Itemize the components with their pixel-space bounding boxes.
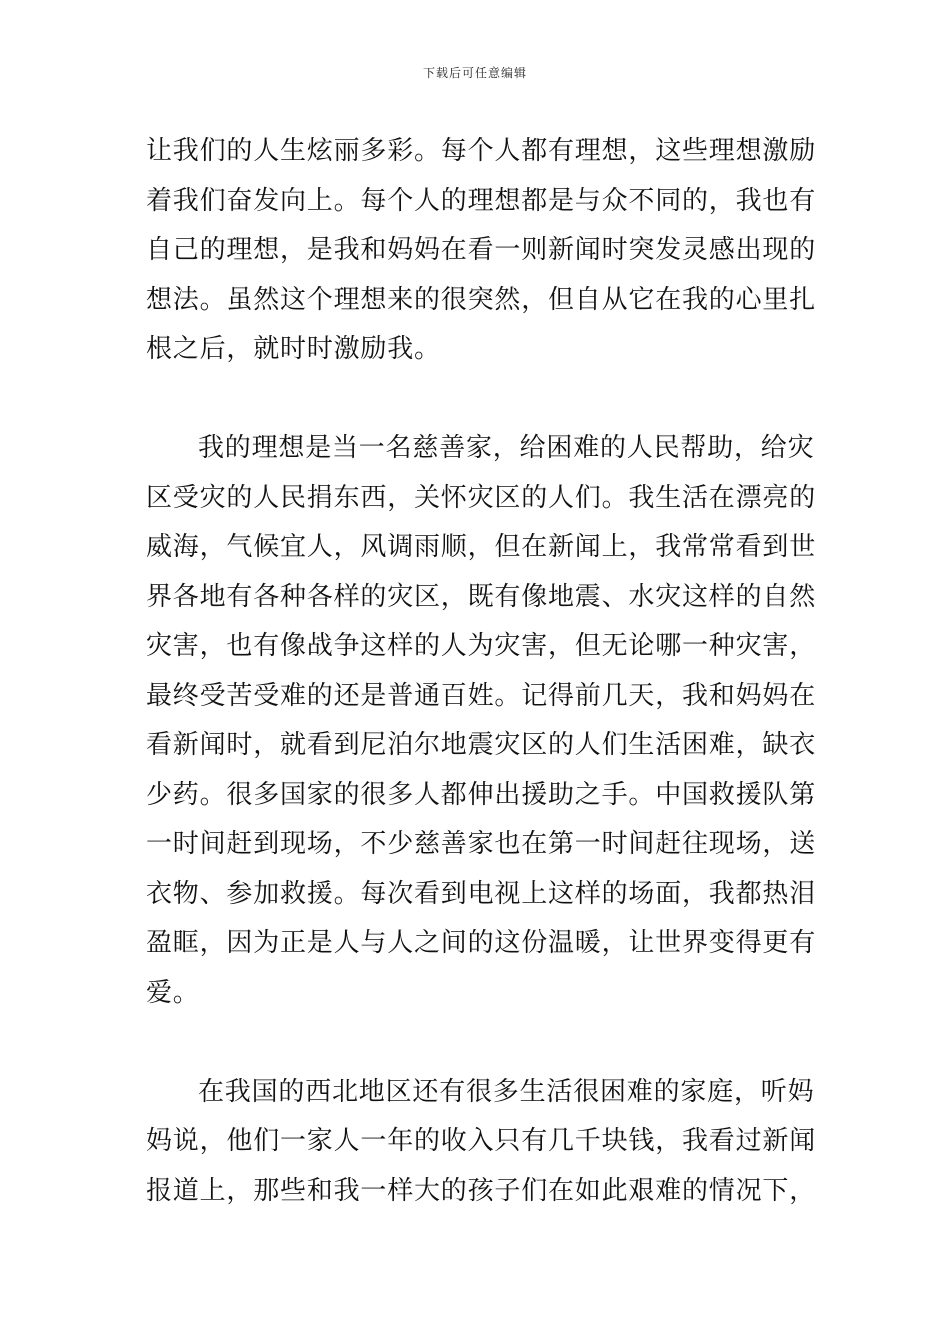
text-line: 区受灾的人民捐东西，关怀灾区的人们。我生活在漂亮的 [146, 482, 817, 513]
text-line: 想法。虽然这个理想来的很突然，但自从它在我的心里扎 [146, 284, 817, 315]
text-line: 根之后，就时时激励我。 [146, 334, 441, 364]
text-line: 报道上，那些和我一样大的孩子们在如此艰难的情况下， [146, 1175, 817, 1206]
text-line: 妈说，他们一家人一年的收入只有几千块钱，我看过新闻 [146, 1126, 817, 1156]
text-line: 着我们奋发向上。每个人的理想都是与众不同的，我也有 [146, 185, 817, 216]
paragraph-spacer [146, 375, 806, 425]
text-line: 灾害，也有像战争这样的人为灾害，但无论哪一种灾害， [146, 631, 817, 661]
paragraph-2 [146, 424, 817, 1018]
text-line: 我的理想是当一名慈善家，给困难的人民帮助，给灾 [198, 433, 815, 463]
text-line: 看新闻时，就看到尼泊尔地震灾区的人们生活困难，缺衣 [146, 730, 817, 760]
text-line: 少药。很多国家的很多人都伸出援助之手。中国救援队第 [146, 779, 817, 810]
paragraph-1 [146, 127, 817, 375]
text-line: 界各地有各种各样的灾区，既有像地震、水灾这样的自然 [146, 581, 817, 612]
text-line: 自己的理想，是我和妈妈在看一则新闻时突发灵感出现的 [146, 235, 817, 265]
paragraph-3 [146, 1068, 817, 1217]
text-line: 盈眶，因为正是人与人之间的这份温暖，让世界变得更有 [146, 928, 817, 958]
document-body [146, 127, 817, 1216]
text-line: 最终受苦受难的还是普通百姓。记得前几天，我和妈妈在 [146, 680, 817, 711]
text-line: 威海，气候宜人，风调雨顺，但在新闻上，我常常看到世 [146, 532, 817, 562]
text-line: 让我们的人生炫丽多彩。每个人都有理想，这些理想激励 [146, 136, 817, 166]
text-line: 爱。 [146, 977, 200, 1008]
page-header-note: 下载后可任意编辑 [422, 66, 527, 80]
text-line: 衣物、参加救援。每次看到电视上这样的场面，我都热泪 [146, 878, 817, 909]
paragraph-spacer [146, 1018, 806, 1068]
text-line: 在我国的西北地区还有很多生活很困难的家庭，听妈 [198, 1076, 815, 1107]
text-line: 一时间赶到现场，不少慈善家也在第一时间赶往现场，送 [146, 829, 817, 859]
